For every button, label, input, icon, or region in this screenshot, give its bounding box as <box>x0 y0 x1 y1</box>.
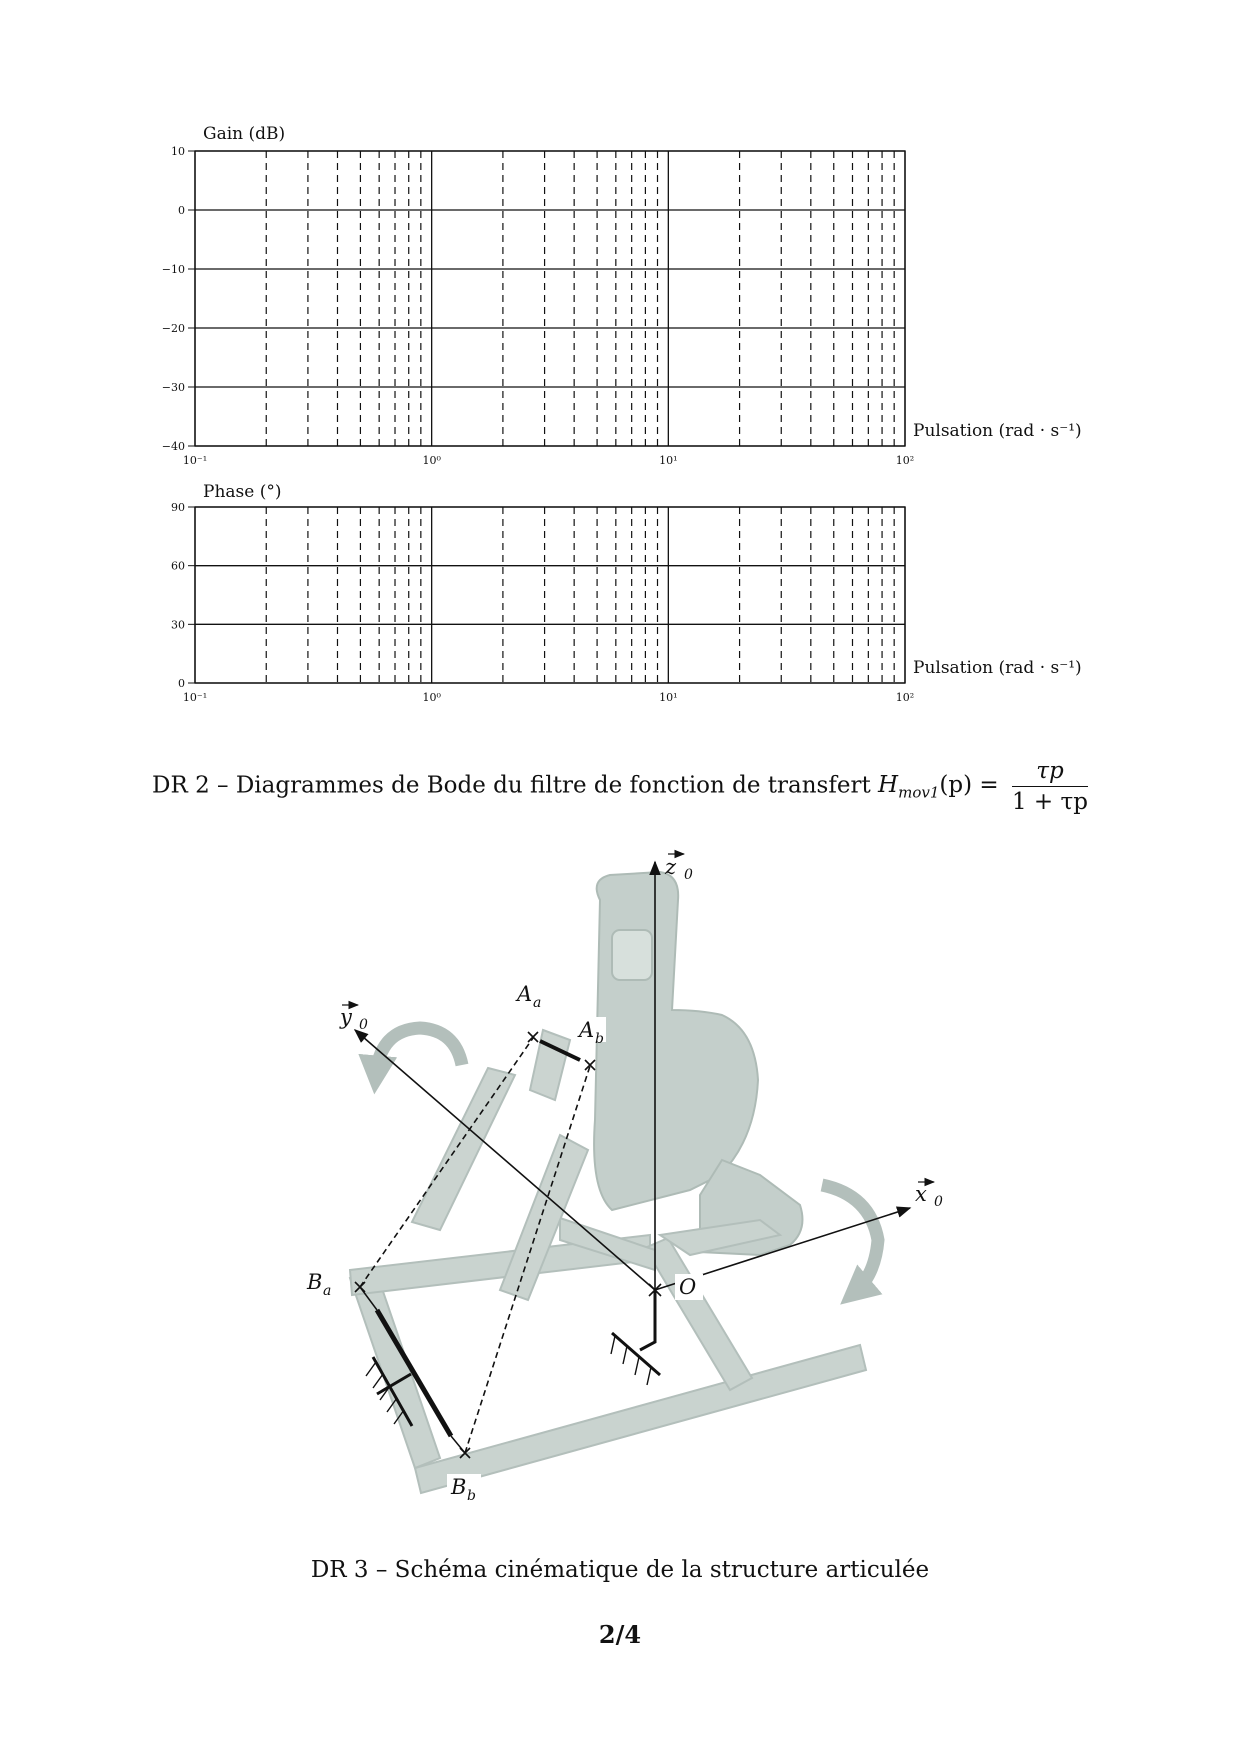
gain-y-tick-label: 10 <box>171 145 185 158</box>
axis-label-y0 <box>339 1005 368 1033</box>
gain-y-tick-label: 0 <box>178 204 185 217</box>
svg-text:0: 0 <box>359 1017 368 1033</box>
gain-x-tick-label: 10¹ <box>659 454 678 467</box>
phase-y-tick-label: 60 <box>171 559 185 573</box>
svg-text:x: x <box>915 1182 927 1206</box>
gain-y-tick-label: −40 <box>161 440 185 453</box>
phase-y-tick-label: 90 <box>171 501 185 514</box>
phase-axis-title: Phase (°) <box>203 482 282 502</box>
phase-x-tick-label: 10⁰ <box>422 691 441 704</box>
svg-text:B: B <box>451 1475 467 1499</box>
gain-x-tick-label: 10⁰ <box>422 454 441 467</box>
svg-text:y: y <box>340 1005 352 1029</box>
point-label-o <box>675 1274 703 1300</box>
point-label-ba <box>306 1270 331 1299</box>
gain-x-axis-label: Pulsation (rad · s⁻¹) <box>913 421 1082 441</box>
caption-dr2-text: DR 2 – Diagrammes de Bode du filtre de fonction de transfert <box>152 772 871 799</box>
page-number: 2/4 <box>598 1620 642 1649</box>
svg-text:b: b <box>595 1031 604 1047</box>
gain-x-tick-label: 10⁻¹ <box>182 454 208 467</box>
fraction-numerator: τp <box>1012 758 1088 787</box>
rotation-arrow-y <box>376 1028 462 1075</box>
rotation-arrow-x <box>822 1185 878 1292</box>
phase-y-tick-label: 0 <box>178 677 185 690</box>
point-label-aa <box>515 982 541 1011</box>
svg-text:a: a <box>533 995 542 1011</box>
svg-text:A: A <box>579 1018 595 1042</box>
base-frame <box>350 1218 866 1493</box>
svg-text:a: a <box>323 1283 332 1299</box>
gain-axis-title: Gain (dB) <box>203 124 286 144</box>
caption-dr2-h-sub: mov1 <box>898 783 940 802</box>
gain-y-tick-label: −10 <box>161 263 185 276</box>
svg-text:A: A <box>517 982 533 1006</box>
svg-text:0: 0 <box>684 867 693 883</box>
svg-text:z: z <box>665 855 677 879</box>
point-label-ab <box>576 1017 606 1047</box>
axis-label-x0 <box>915 1182 943 1210</box>
phase-y-tick-label: 30 <box>171 618 185 632</box>
phase-x-tick-label: 10² <box>895 691 915 704</box>
svg-text:O: O <box>679 1275 697 1299</box>
phase-x-axis-label: Pulsation (rad · s⁻¹) <box>913 658 1082 678</box>
svg-text:0: 0 <box>934 1194 943 1210</box>
svg-text:b: b <box>467 1488 476 1504</box>
phase-x-tick-label: 10⁻¹ <box>182 691 208 704</box>
seat-illustration <box>594 872 802 1255</box>
fraction-denominator: 1 + τp <box>1011 789 1088 815</box>
figure-caption-dr3: DR 3 – Schéma cinématique de la structure articulée <box>310 1557 930 1583</box>
joint-aa <box>528 1032 538 1042</box>
phase-x-tick-label: 10¹ <box>659 691 678 704</box>
caption-dr2-h-arg: (p) = <box>939 771 999 798</box>
axis-label-z0 <box>664 854 693 883</box>
caption-dr2-h: H <box>878 771 899 798</box>
gain-x-tick-label: 10² <box>895 454 915 467</box>
gain-y-tick-label: −30 <box>161 381 185 394</box>
gain-y-tick-label: −20 <box>161 322 185 335</box>
point-label-bb <box>447 1474 481 1504</box>
ground-symbol-right <box>611 1322 660 1385</box>
svg-text:B: B <box>307 1270 323 1294</box>
